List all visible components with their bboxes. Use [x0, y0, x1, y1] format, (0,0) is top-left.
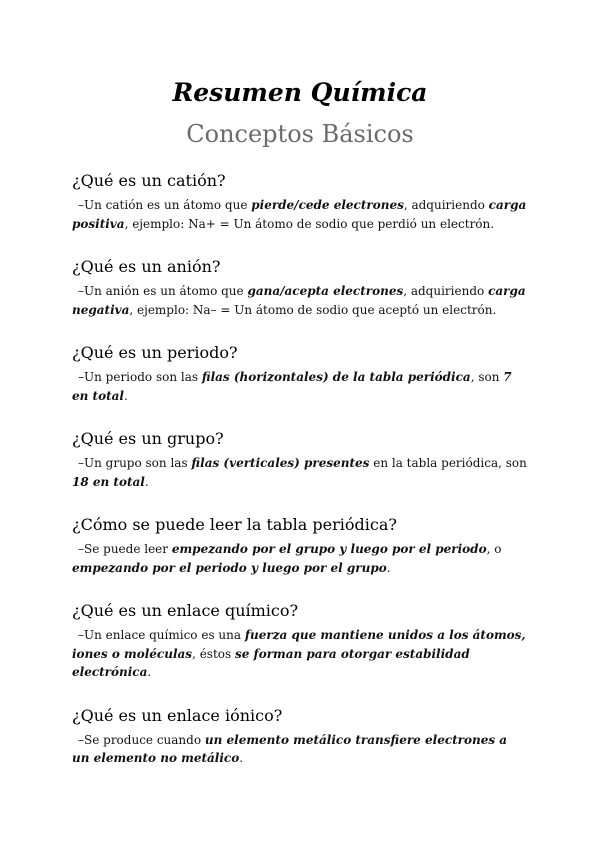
answer-run: , son: [470, 370, 504, 384]
answer-run: , éstos: [192, 646, 235, 661]
answer-text: [72, 540, 528, 577]
answer-emphasis: empezando por el periodo y luego por el grupo: [72, 560, 387, 575]
answer-run: , o: [486, 542, 502, 556]
answer-text: [72, 731, 528, 768]
answer-emphasis: se forman para otorgar estabilidad electrónica: [72, 646, 470, 679]
answer-emphasis: carga negativa: [72, 284, 526, 317]
answer-emphasis: pierde/cede electrones: [251, 198, 404, 212]
question-heading: ¿Qué es un catión?: [72, 171, 226, 190]
answer-run: , ejemplo: Na– = Un átomo de sodio que aceptó un electrón.: [129, 302, 497, 317]
qa-section: [72, 705, 528, 768]
question-heading: ¿Qué es un anión?: [72, 257, 221, 276]
answer-emphasis: un elemento metálico transfiere electrones a un elemento no metálico: [72, 732, 508, 765]
question-heading: ¿Qué es un enlace químico?: [72, 601, 299, 620]
question-heading: ¿Qué es un grupo?: [72, 429, 224, 448]
answer-run: –Se produce cuando: [78, 732, 205, 747]
answer-run: .: [144, 474, 149, 489]
answer-emphasis: filas (verticales) presentes: [191, 456, 370, 470]
answer-text: [72, 626, 528, 682]
answer-text: [72, 454, 528, 491]
answer-run: .: [386, 560, 391, 575]
answer-run: –Un grupo son las: [78, 456, 192, 470]
answer-run: , adquiriendo: [403, 284, 489, 298]
answer-emphasis: fuerza que mantiene unidos a los átomos, iones o moléculas: [72, 628, 526, 661]
answer-emphasis: 18 en total: [72, 474, 145, 489]
question-heading: ¿Cómo se puede leer la tabla periódica?: [72, 515, 397, 534]
answer-text: [72, 368, 528, 405]
answer-run: , adquiriendo: [403, 198, 489, 212]
answer-run: –Un periodo son las: [78, 370, 202, 384]
qa-section: [72, 428, 528, 491]
question-heading: ¿Qué es un periodo?: [72, 343, 238, 362]
answer-emphasis: carga positiva: [72, 198, 527, 231]
qa-section: [72, 514, 528, 577]
answer-emphasis: gana/acepta electrones: [247, 284, 404, 298]
qa-section: [72, 342, 528, 405]
answer-run: en la tabla periódica, son: [369, 456, 527, 470]
answer-text: [72, 282, 528, 319]
answer-emphasis: 7 en total: [72, 370, 512, 403]
document-subtitle: Conceptos Básicos: [186, 120, 414, 148]
qa-section: [72, 170, 528, 233]
qa-sections: [72, 170, 528, 768]
answer-run: –Un enlace químico es una: [78, 628, 245, 642]
answer-run: .: [147, 665, 152, 679]
answer-text: [72, 196, 528, 233]
answer-run: .: [123, 388, 128, 403]
answer-emphasis: filas (horizontales) de la tabla periódica: [201, 370, 471, 384]
document-title: Resumen Química: [172, 78, 428, 107]
qa-section: [72, 256, 528, 319]
answer-run: , ejemplo: Na+ = Un átomo de sodio que perdió un electrón.: [124, 216, 495, 231]
question-heading: ¿Qué es un enlace iónico?: [72, 705, 283, 725]
answer-emphasis: empezando por el grupo y luego por el periodo: [171, 542, 487, 556]
answer-run: –Se puede leer: [78, 542, 172, 556]
answer-run: –Un catión es un átomo que: [78, 198, 252, 212]
answer-run: –Un anión es un átomo que: [78, 284, 248, 298]
qa-section: [72, 600, 528, 682]
answer-run: .: [239, 751, 244, 765]
